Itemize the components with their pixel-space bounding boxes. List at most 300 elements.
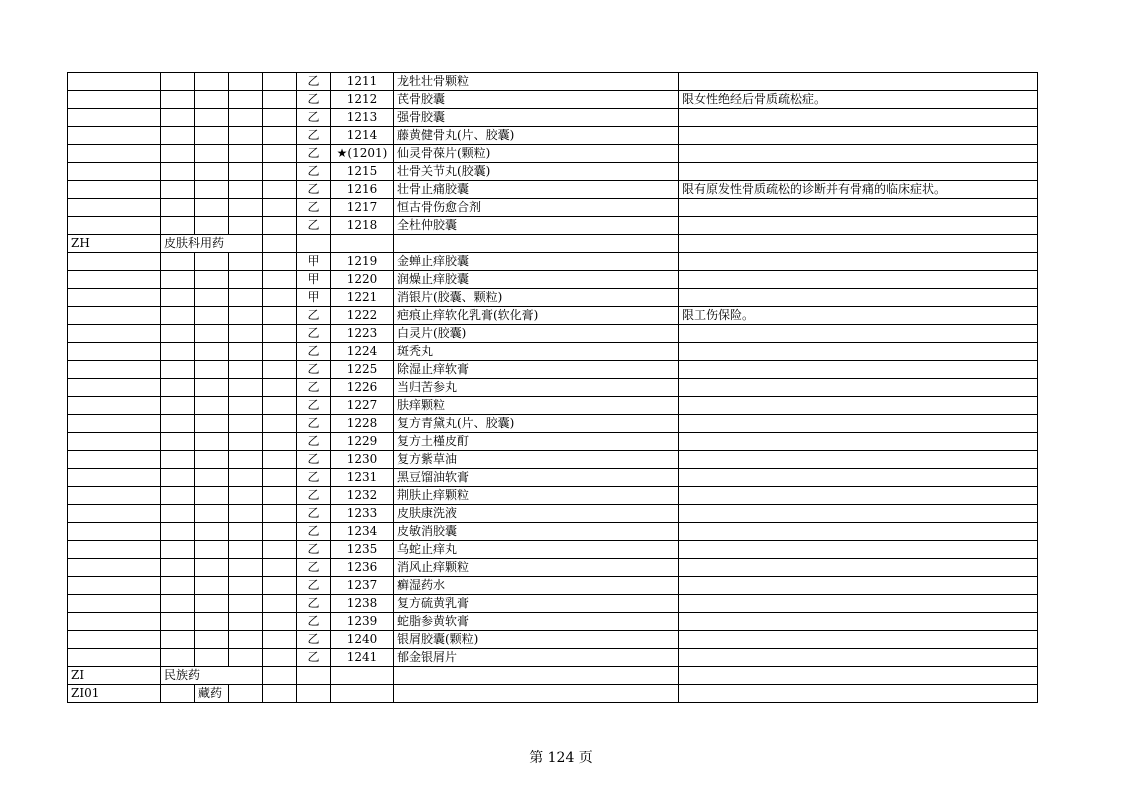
cell-cat4 [263,595,297,613]
cell-note [679,343,1038,361]
cell-cat3 [229,343,263,361]
cell-cat1 [161,487,195,505]
cell-cat3 [229,127,263,145]
cell-cat1 [161,595,195,613]
cell-note [679,235,1038,253]
cell-cat4 [263,487,297,505]
cell-note [679,469,1038,487]
cell-code [68,433,161,451]
cell-name: 荆肤止痒颗粒 [394,487,679,505]
cell-cat3 [229,397,263,415]
cell-note [679,505,1038,523]
table-row [68,217,1038,235]
cell-cat2 [195,289,229,307]
cell-code [68,127,161,145]
cell-cat4 [263,379,297,397]
cell-cat2 [195,325,229,343]
cell-name: 壮骨止痛胶囊 [394,181,679,199]
cell-cat2 [195,217,229,235]
cell-code [68,595,161,613]
cell-num: 1228 [331,415,394,433]
cell-cls: 乙 [297,343,331,361]
cell-cat3 [229,73,263,91]
cell-cls [297,235,331,253]
cell-cat3 [229,523,263,541]
table-row [68,577,1038,595]
table-row [68,595,1038,613]
cell-cat3 [229,181,263,199]
cell-code [68,541,161,559]
cell-cls: 乙 [297,145,331,163]
cell-cat1 [161,469,195,487]
cell-num: 1227 [331,397,394,415]
cell-cls: 乙 [297,577,331,595]
cell-note [679,397,1038,415]
cell-cat1 [161,451,195,469]
cell-cat2 [195,271,229,289]
cell-name: 复方硫黄乳膏 [394,595,679,613]
cell-num: 1237 [331,577,394,595]
cell-cat3 [229,163,263,181]
cell-code: ZH [68,235,161,253]
cell-cls: 乙 [297,595,331,613]
cell-cat1 [161,109,195,127]
cell-note [679,541,1038,559]
cell-note [679,361,1038,379]
cell-name: 皮肤康洗液 [394,505,679,523]
cell-cat4 [263,685,297,703]
cell-num: 1218 [331,217,394,235]
table-row [68,541,1038,559]
cell-cls: 乙 [297,523,331,541]
cell-cat4 [263,523,297,541]
cell-cat2 [195,343,229,361]
cell-cat3 [229,505,263,523]
cell-name [394,685,679,703]
table-row [68,649,1038,667]
table-row [68,487,1038,505]
cell-code [68,379,161,397]
cell-cat1 [161,361,195,379]
cell-cat3 [229,685,263,703]
table-body [68,73,1038,703]
cell-cat1 [161,181,195,199]
cell-cat1 [161,415,195,433]
cell-name: 乌蛇止痒丸 [394,541,679,559]
cell-cat1 [161,343,195,361]
cell-num: 1226 [331,379,394,397]
cell-note [679,271,1038,289]
cell-cat1 [161,505,195,523]
cell-cat2: 藏药 [195,685,229,703]
cell-cat3 [229,217,263,235]
cell-note [679,163,1038,181]
cell-cat1 [161,577,195,595]
cell-cat3 [229,469,263,487]
cell-name: 癣湿药水 [394,577,679,595]
cell-cls: 乙 [297,415,331,433]
cell-code [68,271,161,289]
cell-cat4 [263,415,297,433]
cell-cat1 [161,631,195,649]
cell-cls: 乙 [297,613,331,631]
cell-note [679,631,1038,649]
cell-cat3 [229,199,263,217]
cell-code [68,289,161,307]
cell-num: 1220 [331,271,394,289]
cell-note [679,451,1038,469]
cell-code [68,73,161,91]
cell-code [68,577,161,595]
cell-name: 郁金银屑片 [394,649,679,667]
cell-note [679,577,1038,595]
table-row [68,559,1038,577]
cell-cls: 甲 [297,289,331,307]
cell-cls: 乙 [297,505,331,523]
cell-cat3 [229,577,263,595]
cell-cat4 [263,667,297,685]
cell-cat3 [229,541,263,559]
table-row [68,505,1038,523]
cell-note [679,649,1038,667]
cell-cls: 乙 [297,181,331,199]
cell-note [679,109,1038,127]
cell-cat4 [263,289,297,307]
cell-name: 疤痕止痒软化乳膏(软化膏) [394,307,679,325]
cell-cat2 [195,73,229,91]
cell-cls: 乙 [297,361,331,379]
table-row [68,415,1038,433]
cell-cat4 [263,181,297,199]
cell-num: 1225 [331,361,394,379]
cell-cat1 [161,163,195,181]
cell-code [68,199,161,217]
cell-cat4 [263,199,297,217]
cell-num: 1224 [331,343,394,361]
cell-num: 1238 [331,595,394,613]
cell-name: 藤黄健骨丸(片、胶囊) [394,127,679,145]
cell-code [68,415,161,433]
cell-code [68,181,161,199]
cell-note [679,217,1038,235]
cell-cat2 [195,91,229,109]
cell-cat3 [229,595,263,613]
cell-name: 肤痒颗粒 [394,397,679,415]
cell-cat4 [263,253,297,271]
cell-name: 恒古骨伤愈合剂 [394,199,679,217]
cell-name: 消风止痒颗粒 [394,559,679,577]
cell-num: ★(1201) [331,145,394,163]
cell-cat4 [263,127,297,145]
cell-cat1 [161,433,195,451]
cell-cat4 [263,73,297,91]
cell-cat4 [263,649,297,667]
cell-cat3 [229,271,263,289]
cell-cat2 [195,127,229,145]
cell-name: 复方土槿皮酊 [394,433,679,451]
cell-cat4 [263,307,297,325]
table-row [68,685,1038,703]
drug-list-table [67,72,1038,703]
cell-cls: 乙 [297,127,331,145]
cell-cat4 [263,163,297,181]
cell-num: 1231 [331,469,394,487]
cell-name: 壮骨关节丸(胶囊) [394,163,679,181]
cell-cat2 [195,541,229,559]
cell-cat4 [263,505,297,523]
cell-cls: 乙 [297,469,331,487]
cell-name: 白灵片(胶囊) [394,325,679,343]
cell-cat3 [229,487,263,505]
cell-cls [297,685,331,703]
cell-code [68,343,161,361]
cell-cat4 [263,217,297,235]
cell-note [679,289,1038,307]
cell-note [679,379,1038,397]
cell-name: 除湿止痒软膏 [394,361,679,379]
cell-num [331,235,394,253]
cell-cat4 [263,631,297,649]
cell-cat4 [263,235,297,253]
cell-cat1 [161,127,195,145]
cell-code [68,487,161,505]
cell-cls [297,667,331,685]
cell-cls: 甲 [297,253,331,271]
cell-cat3 [229,433,263,451]
cell-cat2 [195,451,229,469]
cell-code [68,649,161,667]
cell-cat1: 民族药 [161,667,263,685]
cell-num: 1223 [331,325,394,343]
cell-cat1 [161,523,195,541]
cell-cls: 乙 [297,163,331,181]
cell-code [68,325,161,343]
table-row [68,109,1038,127]
cell-cat3 [229,559,263,577]
table-row [68,343,1038,361]
table-row [68,451,1038,469]
cell-code [68,613,161,631]
cell-cat1 [161,541,195,559]
cell-code [68,469,161,487]
cell-code: ZI01 [68,685,161,703]
cell-cat4 [263,433,297,451]
cell-cat2 [195,253,229,271]
cell-cat1 [161,253,195,271]
cell-cat3 [229,613,263,631]
table-row [68,271,1038,289]
cell-code [68,145,161,163]
cell-name: 银屑胶囊(颗粒) [394,631,679,649]
cell-cat2 [195,487,229,505]
cell-cat3 [229,325,263,343]
cell-code [68,109,161,127]
cell-num: 1235 [331,541,394,559]
cell-cat2 [195,559,229,577]
cell-cat2 [195,505,229,523]
table-row [68,325,1038,343]
cell-cat1 [161,325,195,343]
cell-cls: 乙 [297,559,331,577]
cell-cat4 [263,541,297,559]
cell-note [679,127,1038,145]
cell-cat2 [195,649,229,667]
cell-cat2 [195,595,229,613]
cell-cls: 乙 [297,91,331,109]
cell-cat1 [161,271,195,289]
cell-cat3 [229,109,263,127]
cell-cat2 [195,361,229,379]
cell-name: 润燥止痒胶囊 [394,271,679,289]
cell-cls: 乙 [297,73,331,91]
cell-code [68,163,161,181]
cell-code [68,217,161,235]
cell-num: 1240 [331,631,394,649]
cell-cat2 [195,307,229,325]
cell-cat3 [229,631,263,649]
cell-code [68,253,161,271]
cell-note: 限工伤保险。 [679,307,1038,325]
table-row [68,145,1038,163]
cell-name: 皮敏消胶囊 [394,523,679,541]
cell-num [331,685,394,703]
cell-cat4 [263,361,297,379]
table-row [68,181,1038,199]
cell-name: 金蝉止痒胶囊 [394,253,679,271]
cell-cat4 [263,109,297,127]
cell-cat2 [195,379,229,397]
cell-cat2 [195,577,229,595]
cell-cls: 甲 [297,271,331,289]
table-row [68,433,1038,451]
cell-num: 1221 [331,289,394,307]
cell-code [68,91,161,109]
table-row [68,469,1038,487]
cell-cat3 [229,307,263,325]
cell-cat2 [195,415,229,433]
cell-note [679,667,1038,685]
cell-cat4 [263,91,297,109]
cell-num: 1219 [331,253,394,271]
cell-name [394,667,679,685]
table-row [68,667,1038,685]
cell-cat4 [263,577,297,595]
cell-cls: 乙 [297,487,331,505]
cell-code [68,451,161,469]
cell-cat2 [195,469,229,487]
cell-cls: 乙 [297,307,331,325]
cell-cat3 [229,415,263,433]
cell-cat3 [229,145,263,163]
table-row [68,235,1038,253]
cell-cat2 [195,397,229,415]
cell-note [679,433,1038,451]
cell-cls: 乙 [297,649,331,667]
cell-name: 蛇脂参黄软膏 [394,613,679,631]
table-row [68,397,1038,415]
cell-num: 1212 [331,91,394,109]
cell-num: 1214 [331,127,394,145]
cell-name: 芪骨胶囊 [394,91,679,109]
cell-num: 1229 [331,433,394,451]
cell-code [68,397,161,415]
cell-code [68,559,161,577]
cell-cat1 [161,199,195,217]
cell-cat1 [161,217,195,235]
cell-cat1 [161,73,195,91]
table-row [68,91,1038,109]
cell-cat1 [161,613,195,631]
cell-cat4 [263,559,297,577]
cell-name: 黑豆馏油软膏 [394,469,679,487]
cell-note [679,523,1038,541]
cell-cat2 [195,631,229,649]
cell-cls: 乙 [297,541,331,559]
cell-cls: 乙 [297,397,331,415]
cell-name: 斑秃丸 [394,343,679,361]
cell-name: 复方紫草油 [394,451,679,469]
page-number: 第 124 页 [529,750,593,766]
cell-code [68,505,161,523]
cell-code [68,361,161,379]
cell-num: 1222 [331,307,394,325]
cell-cat3 [229,649,263,667]
cell-cat3 [229,289,263,307]
cell-cat1 [161,379,195,397]
table-row [68,631,1038,649]
cell-cat2 [195,523,229,541]
cell-cat3 [229,379,263,397]
cell-note [679,613,1038,631]
cell-cat4 [263,613,297,631]
cell-name: 仙灵骨葆片(颗粒) [394,145,679,163]
table-row [68,379,1038,397]
cell-note [679,253,1038,271]
cell-num: 1236 [331,559,394,577]
cell-cls: 乙 [297,325,331,343]
cell-cat1 [161,91,195,109]
cell-note: 限有原发性骨质疏松的诊断并有骨痛的临床症状。 [679,181,1038,199]
cell-code [68,307,161,325]
cell-name: 消银片(胶囊、颗粒) [394,289,679,307]
cell-cls: 乙 [297,433,331,451]
cell-code [68,631,161,649]
cell-note [679,73,1038,91]
cell-cat2 [195,181,229,199]
cell-cat4 [263,145,297,163]
cell-cat2 [195,199,229,217]
cell-cat2 [195,109,229,127]
cell-num: 1216 [331,181,394,199]
table-row [68,307,1038,325]
cell-code [68,523,161,541]
cell-name: 全杜仲胶囊 [394,217,679,235]
cell-cat1 [161,307,195,325]
cell-note [679,595,1038,613]
cell-cat1 [161,649,195,667]
cell-num: 1213 [331,109,394,127]
table-row [68,127,1038,145]
cell-cat2 [195,163,229,181]
table-row [68,289,1038,307]
cell-num: 1215 [331,163,394,181]
cell-note [679,145,1038,163]
cell-name [394,235,679,253]
cell-name: 强骨胶囊 [394,109,679,127]
cell-num: 1234 [331,523,394,541]
cell-cat2 [195,145,229,163]
cell-name: 复方青黛丸(片、胶囊) [394,415,679,433]
